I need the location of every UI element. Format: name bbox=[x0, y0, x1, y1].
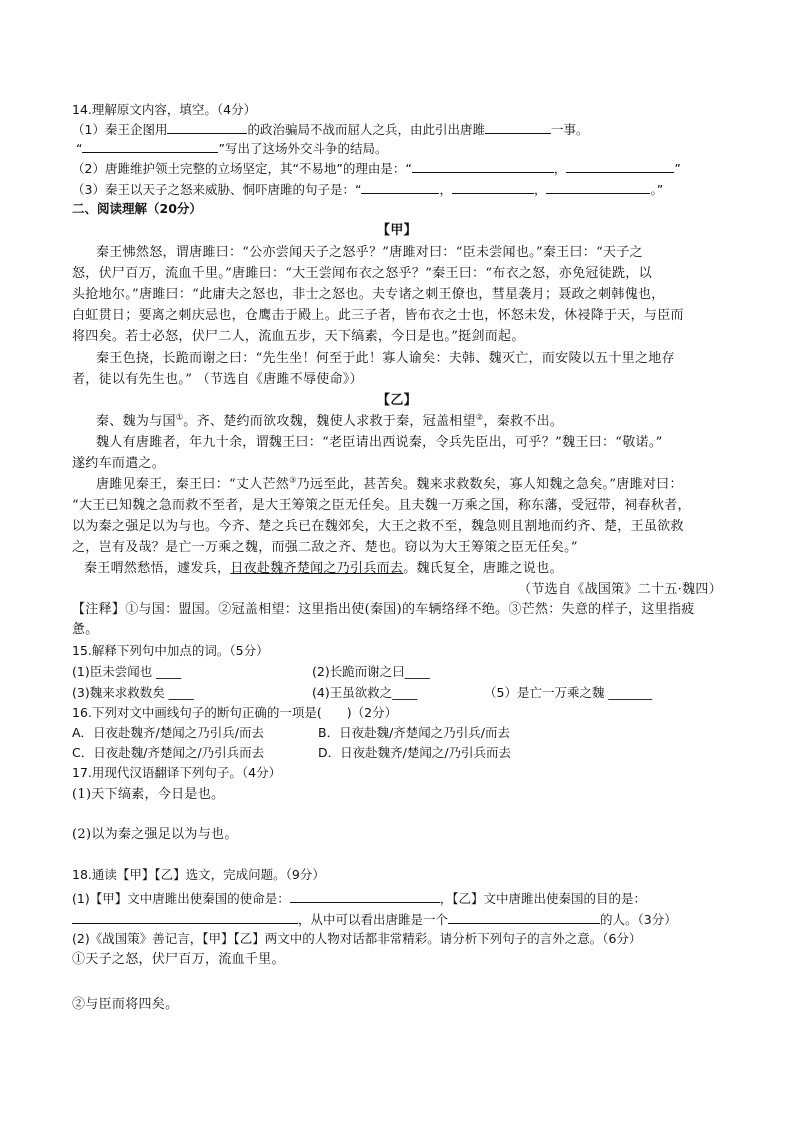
q16-title: 16.下列对文中画线句子的断句正确的一项是( )（2分） bbox=[72, 705, 398, 720]
q14-3-text-a: （3）秦王以天子之怒来威胁、恫吓唐雎的句子是：“ bbox=[72, 182, 362, 197]
answer-blank[interactable] bbox=[452, 180, 534, 194]
footnote-marker: ② bbox=[475, 412, 484, 422]
underlined-sentence: 日夜赴魏齐楚闻之乃引兵而去 bbox=[230, 561, 404, 576]
notes-line: 【注释】①与国：盟国。②冠盖相望：这里指出使(秦国)的车辆络绎不绝。③芒然：失意的样子，这里指疲 bbox=[72, 602, 695, 617]
answer-blank[interactable] bbox=[361, 180, 439, 194]
q14-1-text-d: “ bbox=[76, 141, 83, 156]
yi-text: 。魏氏复全，唐雎之说也。 bbox=[403, 561, 563, 576]
q15-item[interactable]: (1)臣未尝闻也 ____ bbox=[72, 664, 182, 679]
q18-item-1-cont bbox=[72, 910, 677, 929]
footnote-marker: ③ bbox=[289, 475, 297, 485]
q16-option-b[interactable]: B．日夜赴魏/齐楚闻之乃引兵/而去 bbox=[318, 725, 510, 740]
passage-yi-line bbox=[84, 560, 563, 578]
footnote-marker: ① bbox=[175, 412, 184, 422]
passage-yi-line: 以为秦之强足以为与也。今齐、楚之兵已在魏郊矣，大王之救不至，魏急则且割地而约齐、楚，王虽欲救 bbox=[72, 519, 684, 534]
q18-item-1 bbox=[72, 889, 646, 908]
yi-text: 唐雎见秦王，秦王曰：“丈人芒然 bbox=[96, 477, 290, 492]
q15-title: 15.解释下列句中加点的词。（5分） bbox=[72, 643, 269, 658]
q16-option-c[interactable]: C．日夜赴魏/齐楚闻之/乃引兵而去 bbox=[72, 745, 265, 760]
q18-sentence-1: ①天子之怒，伏尸百万，流血千里。 bbox=[72, 952, 285, 967]
q15-item[interactable]: (3)魏来求救数矣 ____ bbox=[72, 685, 194, 700]
q14-item-1 bbox=[72, 120, 589, 139]
answer-blank[interactable] bbox=[72, 910, 298, 924]
q15-item[interactable]: (2)长跪而谢之曰____ bbox=[312, 664, 430, 679]
passage-jia-line: 头抢地尔。”唐雎曰：“此庸夫之怒也，非士之怒也。夫专诸之刺王僚也，彗星袭月；聂政之刺韩傀也， bbox=[72, 287, 665, 302]
q18-1-text-c: ，从中可以看出唐雎是一个 bbox=[298, 912, 449, 927]
passage-yi-line: 魏人有唐雎者，年九十余，谓魏王曰：“老臣请出西说秦，令兵先臣出，可乎？”魏王曰：“敬诺。” bbox=[96, 435, 663, 450]
answer-blank[interactable] bbox=[485, 120, 551, 134]
q14-3-text-d: 。” bbox=[650, 182, 664, 197]
q14-1-text-b: 的政治骗局不战而屈人之兵，由此引出唐雎 bbox=[247, 122, 485, 137]
q14-2-text-a: （2）唐雎维护领土完整的立场坚定，其“不易地”的理由是：“ bbox=[72, 161, 412, 176]
answer-blank[interactable] bbox=[82, 139, 218, 153]
q18-1-text-d: 的人。（3分） bbox=[600, 912, 677, 927]
answer-blank[interactable] bbox=[546, 180, 650, 194]
notes-line: 惫。 bbox=[72, 622, 99, 637]
q18-title: 18.通读【甲】【乙】选文，完成问题。（9分） bbox=[72, 867, 325, 882]
section-heading: 二、阅读理解（20分） bbox=[72, 201, 202, 216]
q17-title: 17.用现代汉语翻译下列句子。（4分） bbox=[72, 765, 282, 780]
answer-blank[interactable] bbox=[412, 159, 554, 173]
q17-sentence-2: (2)以为秦之强足以为与也。 bbox=[72, 827, 238, 842]
passage-jia-line: 秦王怫然怒，谓唐雎曰：“公亦尝闻天子之怒乎？”唐雎对曰：“臣未尝闻也。”秦王曰：“天子之 bbox=[96, 245, 643, 260]
q14-2-text-c: ” bbox=[674, 161, 681, 176]
q14-1-text-a: （1）秦王企图用 bbox=[72, 122, 168, 137]
yi-text: 乃远至此，甚苦矣。魏来求救数矣，寡人知魏之急矣。”唐雎对曰： bbox=[296, 477, 683, 492]
passage-jia-line: 将四矣。若士必怒，伏尸二人，流血五步，天下缟素，今日是也。”挺剑而起。 bbox=[72, 329, 525, 344]
q14-item-2 bbox=[72, 159, 681, 178]
passage-yi-line: 遂约车而遣之。 bbox=[72, 456, 166, 471]
q18-1-text-a: (1)【甲】文中唐雎出使秦国的使命是： bbox=[72, 891, 290, 906]
passage-yi-heading: 【乙】 bbox=[377, 393, 417, 408]
q14-2-text-b: ， bbox=[553, 161, 567, 176]
q18-item-2: (2)《战国策》善记言，【甲】【乙】两文中的人物对话都非常精彩。请分析下列句子的言外之意。（6分） bbox=[72, 931, 642, 946]
answer-blank[interactable] bbox=[448, 910, 600, 924]
passage-jia-line: 秦王色挠，长跪而谢之曰：“先生坐！何至于此！寡人谕矣：夫韩、魏灭亡，而安陵以五十里之地存 bbox=[96, 351, 675, 366]
passage-yi-line: “大王已知魏之急而救不至者，是大王筹策之臣无任矣。且夫魏一万乘之国，称东藩，受冠带，祠春秋者， bbox=[72, 498, 691, 513]
q15-item[interactable]: (4)王虽欲救之____ bbox=[312, 685, 418, 700]
passage-yi-line bbox=[96, 476, 683, 494]
passage-jia-line: 怒，伏尸百万，流血千里。”唐雎曰：“大王尝闻布衣之怒乎？”秦王曰：“布衣之怒，亦免冠徒跣，以 bbox=[72, 266, 652, 281]
answer-blank[interactable] bbox=[566, 159, 674, 173]
yi-text: 。齐、楚约而欲攻魏，魏使人求救于秦，冠盖相望 bbox=[183, 414, 476, 429]
passage-jia-heading: 【甲】 bbox=[377, 223, 417, 238]
q14-3-text-b: ， bbox=[439, 182, 452, 197]
passage-jia-line: 白虹贯日；要离之刺庆忌也，仓鹰击于殿上。此三子者，皆布衣之士也，怀怒未发，休祲降于天，与臣而 bbox=[72, 308, 684, 323]
q14-item-3 bbox=[72, 180, 663, 199]
q14-1-text-c: 一事。 bbox=[550, 122, 589, 137]
yi-text: 秦、魏为与国 bbox=[96, 414, 176, 429]
yi-text: ，秦救不出。 bbox=[483, 414, 564, 429]
q14-3-text-c: ， bbox=[533, 182, 547, 197]
q14-1-text-e: ”写出了这场外交斗争的结局。 bbox=[218, 141, 388, 156]
answer-blank[interactable] bbox=[290, 889, 440, 903]
q14-title: 14.理解原文内容，填空。（4分） bbox=[72, 102, 257, 117]
q16-option-a[interactable]: A．日夜赴魏齐/楚闻之乃引兵/而去 bbox=[72, 725, 264, 740]
yi-text: 秦王喟然愁悟，遽发兵， bbox=[84, 561, 231, 576]
answer-blank[interactable] bbox=[167, 120, 247, 134]
passage-yi-line bbox=[96, 413, 563, 431]
passage-yi-line: 之，岂有及哉？是亡一万乘之魏，而强二敌之齐、楚也。窃以为大王筹策之臣无任矣。” bbox=[72, 540, 578, 555]
q16-option-d[interactable]: D．日夜赴魏齐/楚闻之/乃引兵而去 bbox=[318, 745, 512, 760]
passage-jia-line: 者，徒以有先生也。” （节选自《唐雎不辱使命》） bbox=[72, 372, 363, 387]
q18-sentence-2: ②与臣而将四矣。 bbox=[72, 997, 179, 1012]
q14-item-1-cont bbox=[76, 139, 387, 158]
q15-item[interactable]: （5）是亡一万乘之魏 _______ bbox=[484, 685, 653, 700]
q18-1-text-b: ，【乙】文中唐雎出使秦国的目的是： bbox=[439, 891, 646, 906]
q17-sentence-1: (1)天下缟素，今日是也。 bbox=[72, 787, 225, 802]
source-citation: （节选自《战国策》二十五·魏四） bbox=[518, 582, 722, 597]
